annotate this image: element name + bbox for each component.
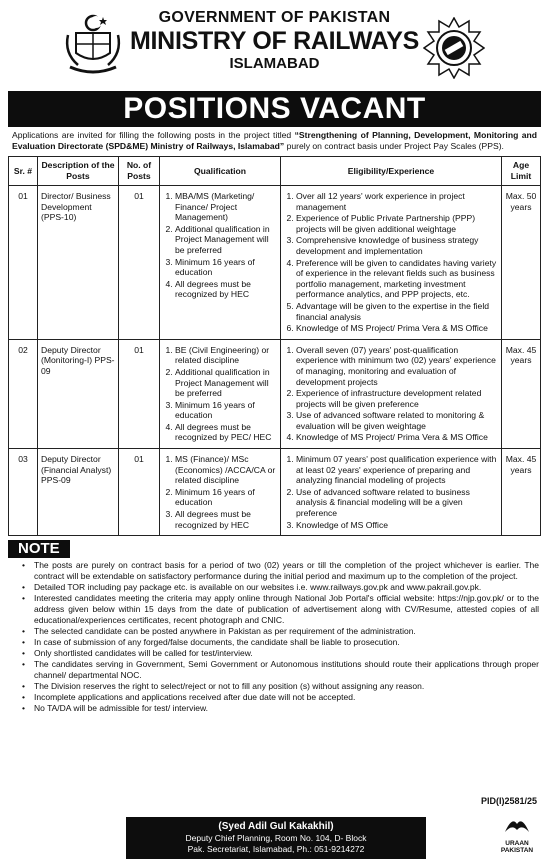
row-sr: 02 xyxy=(9,339,38,448)
row-qualification xyxy=(160,449,281,536)
table-row xyxy=(9,186,541,340)
ministry-heading: MINISTRY OF RAILWAYS xyxy=(130,27,419,55)
note-item: • Incomplete applications and applications received after due date will not be accepted. xyxy=(34,692,539,703)
eligibility-item: 4. Preference will be given to candidates having variety of experience in the relevant fields such as business portfolio management, marketing investment performance analytics, and PPP projects, etc. xyxy=(296,258,498,300)
intro-text xyxy=(12,130,537,152)
note-item: • The candidates serving in Government, Semi Government or Autonomous institutions should route their applications through proper channel/ departmental NOC. xyxy=(34,659,539,681)
row-description: Deputy Director (Monitoring-I) PPS-09 xyxy=(38,339,119,448)
uraan-bird-icon xyxy=(502,812,532,838)
table-header-row xyxy=(9,157,541,186)
header-qualification: Qualification xyxy=(160,157,281,186)
row-description: Director/ Business Development (PPS-10) xyxy=(38,186,119,340)
eligibility-item: 1. Overall seven (07) years' post-qualification experience with minimum two (02) years' experience of managing, monitoring and evaluation of development projects xyxy=(296,345,498,387)
header-no-of-posts: No. of Posts xyxy=(119,157,160,186)
table-row xyxy=(9,449,541,536)
eligibility-item: 1. Minimum 07 years' post qualification experience with at least 02 years' experience of preparing and analyzing financial modeling of projects xyxy=(296,454,498,486)
qualification-item: 2. Minimum 16 years of education xyxy=(175,487,277,508)
contact-name: (Syed Adil Gul Kakakhil) xyxy=(218,821,334,832)
positions-table xyxy=(8,156,541,536)
eligibility-item: 6. Knowledge of MS Project/ Prima Vera & MS Office xyxy=(296,323,498,334)
row-description: Deputy Director (Financial Analyst) PPS-09 xyxy=(38,449,119,536)
row-age-limit: Max. 50 years xyxy=(502,186,541,340)
eligibility-item: 5. Advantage will be given to the expertise in the field financial analysis xyxy=(296,301,498,322)
header-sr: Sr. # xyxy=(9,157,38,186)
row-eligibility xyxy=(281,449,502,536)
row-no-of-posts: 01 xyxy=(119,339,160,448)
eligibility-item: 3. Use of advanced software related to monitoring & evaluation will be given weightage xyxy=(296,410,498,431)
note-item: • The selected candidate can be posted anywhere in Pakistan as per requirement of the administration. xyxy=(34,626,539,637)
note-item: • The posts are purely on contract basis for a period of two (02) years or till the completion of the project whichever is earlier. The contract will be extendable on satisfactory performance during the initial period and maximum up to the completion of the project. xyxy=(34,560,539,582)
eligibility-item: 2. Experience of Public Private Partnership (PPP) projects will be given additional weightage xyxy=(296,213,498,234)
intro-project-title: “Strengthening of Planning, Development, Monitoring and Evaluation Directorate (SPD&ME) Ministry of Railways, Islamabad” xyxy=(12,130,538,151)
uraan-pakistan-logo xyxy=(497,812,537,860)
row-no-of-posts: 01 xyxy=(119,449,160,536)
row-eligibility xyxy=(281,186,502,340)
city-heading: ISLAMABAD xyxy=(229,55,320,72)
eligibility-item: 2. Experience of infrastructure development related projects will be given preference xyxy=(296,388,498,409)
note-item: • No TA/DA will be admissible for test/ interview. xyxy=(34,703,539,714)
qualification-item: 1. MBA/MS (Marketing/ Finance/ Project Management) xyxy=(175,191,277,223)
intro-part1: Applications are invited for filling the following posts in the project titled xyxy=(12,130,295,140)
note-item: • Only shortlisted candidates will be called for test/interview. xyxy=(34,648,539,659)
header-description: Description of the Posts xyxy=(38,157,119,186)
row-no-of-posts: 01 xyxy=(119,186,160,340)
eligibility-item: 3. Comprehensive knowledge of business strategy development and implementation xyxy=(296,235,498,256)
eligibility-item: 4. Knowledge of MS Project/ Prima Vera & MS Office xyxy=(296,432,498,443)
row-eligibility xyxy=(281,339,502,448)
contact-line-1: Deputy Chief Planning, Room No. 104, D- Block xyxy=(185,833,367,843)
eligibility-item: 1. Over all 12 years' work experience in project management xyxy=(296,191,498,212)
qualification-item: 3. All degrees must be recognized by HEC xyxy=(175,509,277,530)
qualification-item: 4. All degrees must be recognized by HEC xyxy=(175,279,277,300)
note-item: • Interested candidates meeting the criteria may apply online through National Job Portal's official website: https://njp.gov.pk/ or to the address given below within 15 days from the date of publication of advertisement along with CV/Resume, attested copies of all educational/experiences certificates, recent photograph and CNIC. xyxy=(34,593,539,626)
qualification-item: 3. Minimum 16 years of education xyxy=(175,400,277,421)
row-sr: 01 xyxy=(9,186,38,340)
note-heading: NOTE xyxy=(8,540,70,558)
row-age-limit: Max. 45 years xyxy=(502,449,541,536)
government-heading: GOVERNMENT OF PAKISTAN xyxy=(158,9,391,26)
qualification-item: 2. Additional qualification in Project Management will be preferred xyxy=(175,224,277,256)
qualification-item: 1. BE (Civil Engineering) or related discipline xyxy=(175,345,277,366)
eligibility-item: 3. Knowledge of MS Office xyxy=(296,520,498,531)
pid-number: PID(I)2581/25 xyxy=(480,796,537,806)
qualification-item: 3. Minimum 16 years of education xyxy=(175,257,277,278)
positions-vacant-banner: POSITIONS VACANT xyxy=(8,91,541,127)
contact-footer xyxy=(126,817,426,859)
row-qualification xyxy=(160,339,281,448)
header-age-limit: Age Limit xyxy=(502,157,541,186)
row-qualification xyxy=(160,186,281,340)
notes-list xyxy=(8,560,541,714)
eligibility-item: 2. Use of advanced software related to business analysis & financial modeling will be a given preference xyxy=(296,487,498,519)
qualification-item: 2. Additional qualification in Project Management will be preferred xyxy=(175,367,277,399)
contact-line-2: Pak. Secretariat, Islamabad, Ph.: 051-9214272 xyxy=(187,844,365,854)
table-row xyxy=(9,339,541,448)
header-eligibility: Eligibility/Experience xyxy=(281,157,502,186)
railways-badge-icon xyxy=(423,17,485,79)
row-sr: 03 xyxy=(9,449,38,536)
uraan-logo-text: URAAN PAKISTAN xyxy=(500,840,534,854)
note-item: • The Division reserves the right to select/reject or not to fill any position (s) without assigning any reason. xyxy=(34,681,539,692)
qualification-item: 4. All degrees must be recognized by PEC/ HEC xyxy=(175,422,277,443)
intro-part2: purely on contract basis under Project Pay Scales (PPS). xyxy=(284,141,504,151)
qualification-item: 1. MS (Finance)/ MSc (Economics) /ACCA/CA or related discipline xyxy=(175,454,277,486)
note-item: • In case of submission of any forged/false documents, the candidate shall be liable to prosecution. xyxy=(34,637,539,648)
row-age-limit: Max. 45 years xyxy=(502,339,541,448)
note-item: • Detailed TOR including pay package etc. is available on our websites i.e. www.railways.gov.pk and www.pakrail.gov.pk. xyxy=(34,582,539,593)
header xyxy=(8,9,541,89)
state-emblem-icon xyxy=(62,13,124,77)
